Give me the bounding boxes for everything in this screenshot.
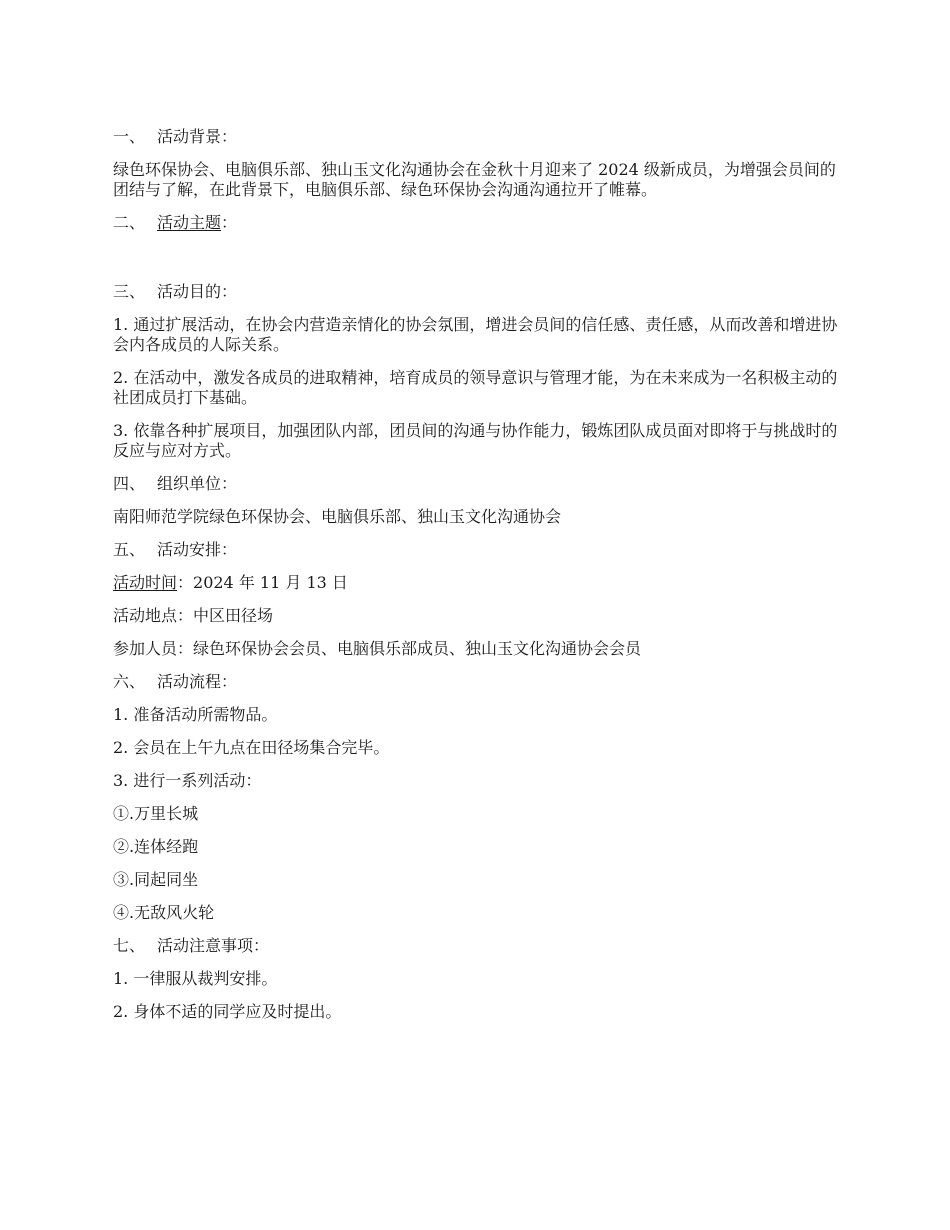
heading-number: 六、 <box>113 672 146 691</box>
purpose-item: 1. 通过扩展活动，在协会内营造亲情化的协会氛围，增进会员间的信任感、责任感，从而改善和增进协会内各成员的人际关系。 <box>113 315 838 354</box>
process-item: 1. 准备活动所需物品。 <box>113 705 278 724</box>
section-heading-purpose <box>113 282 840 302</box>
heading-text: 活动流程： <box>157 672 238 691</box>
heading-number: 五、 <box>113 540 146 559</box>
heading-text: 组织单位： <box>157 474 238 493</box>
arrangement-place: 活动地点：中区田径场 <box>113 606 274 625</box>
purpose-item: 3. 依靠各种扩展项目，加强团队内部，团员间的沟通与协作能力，锻炼团队成员面对即将于与挑战时的反应与应对方式。 <box>113 421 838 460</box>
arrangement-participants: 参加人员：绿色环保协会会员、电脑俱乐部成员、独山玉文化沟通协会会员 <box>113 639 642 658</box>
heading-number: 一、 <box>113 127 146 146</box>
section-heading-background <box>113 127 840 147</box>
process-item: 2. 会员在上午九点在田径场集合完毕。 <box>113 738 390 757</box>
heading-number: 七、 <box>113 936 146 955</box>
section-heading-notes <box>113 936 840 956</box>
process-item: 3. 进行一系列活动： <box>113 771 262 790</box>
notes-item: 2. 身体不适的同学应及时提出。 <box>113 1002 342 1021</box>
process-subitem: ②.连体经跑 <box>113 837 199 856</box>
purpose-item: 2. 在活动中，激发各成员的进取精神，培育成员的领导意识与管理才能，为在未来成为一名积极主动的社团成员打下基础。 <box>113 368 838 407</box>
heading-number: 三、 <box>113 282 146 301</box>
section-heading-process <box>113 672 840 692</box>
organizer-paragraph: 南阳师范学院绿色环保协会、电脑俱乐部、独山玉文化沟通协会 <box>113 507 562 526</box>
heading-text-underlined: 活动主题 <box>157 213 222 232</box>
heading-text: 活动注意事项： <box>157 936 270 955</box>
section-heading-organizer <box>113 474 840 494</box>
heading-number: 四、 <box>113 474 146 493</box>
heading-text: 活动目的： <box>157 282 238 301</box>
document-body <box>113 127 840 1035</box>
heading-suffix: ： <box>221 213 238 232</box>
background-paragraph: 绿色环保协会、电脑俱乐部、独山玉文化沟通协会在金秋十月迎来了 2024 级新成员，为增强会员间的团结与了解，在此背景下，电脑俱乐部、绿色环保协会沟通沟通拉开了帷幕。 <box>113 160 836 199</box>
process-subitem: ③.同起同坐 <box>113 870 199 889</box>
time-label: 活动时间 <box>113 573 178 592</box>
arrangement-time <box>113 573 840 593</box>
blank-space <box>113 246 840 282</box>
notes-item: 1. 一律服从裁判安排。 <box>113 969 278 988</box>
heading-text: 活动安排： <box>157 540 238 559</box>
section-heading-arrangement <box>113 540 840 560</box>
process-subitem: ④.无敌风火轮 <box>113 903 215 922</box>
section-heading-theme <box>113 213 840 233</box>
time-value: ：2024 年 11 月 13 日 <box>177 573 348 592</box>
process-subitem: ①.万里长城 <box>113 804 199 823</box>
heading-text: 活动背景： <box>157 127 238 146</box>
heading-number: 二、 <box>113 213 146 232</box>
